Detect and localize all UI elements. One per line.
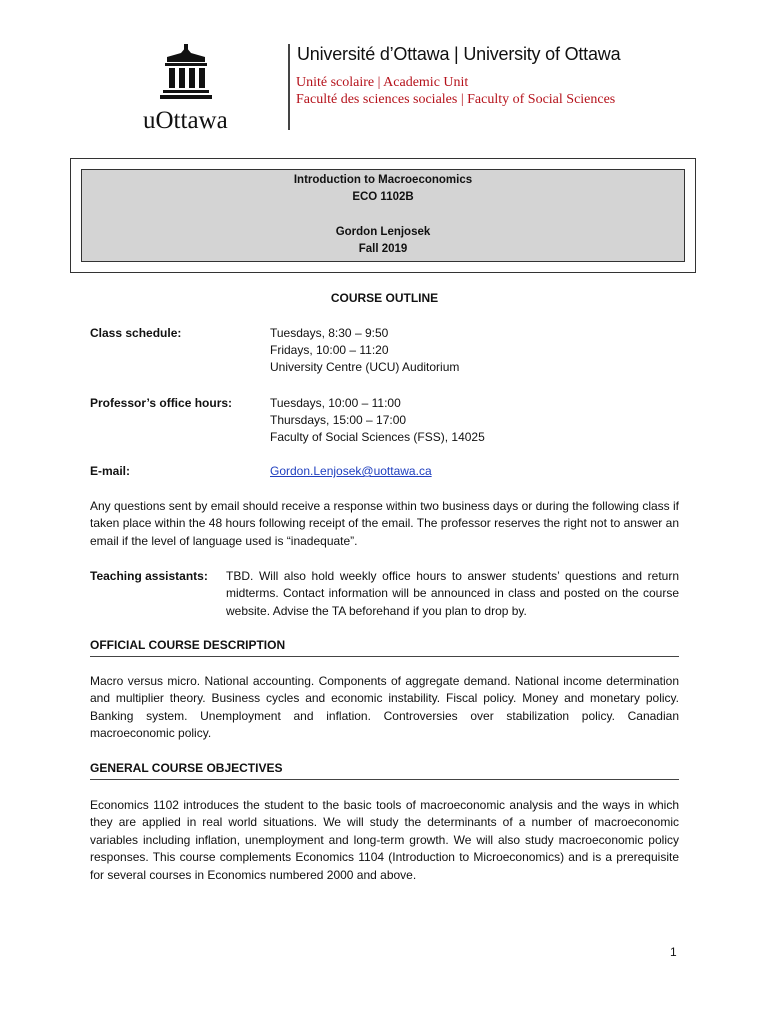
office-hours-line: Thursdays, 15:00 – 17:00 [270,413,407,427]
academic-unit: Unité scolaire | Academic Unit [296,75,469,90]
header-divider [288,44,290,130]
page-number: 1 [670,945,677,959]
professor-name: Gordon Lenjosek [335,226,431,238]
office-hours-line: Faculty of Social Sciences (FSS), 14025 [270,430,485,444]
office-hours-label: Professor’s office hours: [90,396,233,410]
email-policy-paragraph: Any questions sent by email should receive a response within two business days or during the following class if taken place within the 48 hours following receipt of the email. The professor reserves the right not to answer an email if the level of language used is “inadequate”. [90,499,679,548]
faculty-name: Faculté des sciences sociales | Faculty of Social Sciences [296,92,616,107]
university-building-logo-icon [160,44,212,100]
schedule-line: Tuesdays, 8:30 – 9:50 [270,326,389,340]
section-divider [90,656,679,657]
course-outline-heading: COURSE OUTLINE [330,291,439,305]
course-objectives-heading: GENERAL COURSE OBJECTIVES [90,761,283,775]
uottawa-logo-text: uOttawa [143,107,228,134]
course-objectives-text: Economics 1102 introduces the student to the basic tools of macroeconomic analysis and the ways in which they are applied in real world situations. We will study the determinants of a number of macroeconomic variables including inflation, unemployment and long-term growth. We will also study macroeconomic policy responses. This course complements Economics 1104 (Introduction to Microeconomics) and is a prerequisite for several courses in Economics numbered 2000 and above. [90,798,679,882]
teaching-assistants-text: TBD. Will also hold weekly office hours to answer students’ questions and return midterms. Contact information will be announced in class and posted on the course website. Advise the TA beforehand if you plan to drop by. [226,569,679,618]
class-schedule-label: Class schedule: [90,326,182,340]
schedule-line: University Centre (UCU) Auditorium [270,360,460,374]
course-description-text: Macro versus micro. National accounting. Components of aggregate demand. National income determination and multiplier theory. Business cycles and economic instability. Fiscal policy. Money and monetary policy. Banking system. Unemployment and inflation. Controversies over stabilization policy. Canadian macroeconomic policy. [90,674,679,741]
course-description-heading: OFFICIAL COURSE DESCRIPTION [90,638,286,652]
course-title: Introduction to Macroeconomics [293,174,473,186]
teaching-assistants-label: Teaching assistants: [90,569,208,583]
university-name: Université d’Ottawa | University of Ottawa [297,44,621,64]
office-hours-line: Tuesdays, 10:00 – 11:00 [270,396,401,410]
schedule-line: Fridays, 10:00 – 11:20 [270,343,389,357]
term: Fall 2019 [358,243,408,255]
email-link[interactable]: Gordon.Lenjosek@uottawa.ca [270,464,432,478]
course-code: ECO 1102B [352,191,414,203]
email-label: E-mail: [90,464,131,478]
section-divider [90,779,679,780]
